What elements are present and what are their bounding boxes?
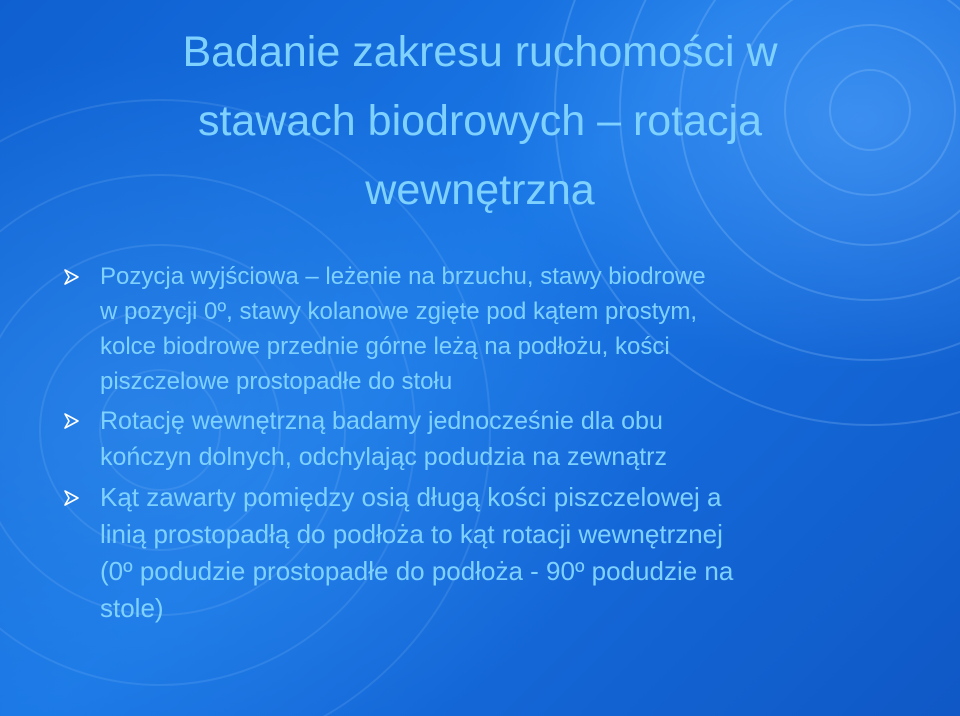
bullet-text: Rotację wewnętrzną badamy jednocześnie dla obu kończyn dolnych, odchylając podudzia na zewnątrz (100, 407, 668, 471)
list-item (62, 259, 922, 399)
arrowhead-bullet-icon (62, 268, 80, 286)
bullet-text: Pozycja wyjściowa – leżenie na brzuchu, stawy biodrowe w pozycji 0º, stawy kolanowe zgięte pod kątem prostym, kolce biodrowe przednie górne leżą na podłożu, kości piszczelowe prostopadłe do stołu (100, 263, 706, 395)
list-item (62, 479, 922, 627)
arrowhead-bullet-icon (62, 489, 80, 507)
bullet-list (62, 259, 922, 631)
slide-title: Badanie zakresu ruchomości w stawach biodrowych – rotacja wewnętrzna (182, 28, 778, 214)
arrowhead-bullet-icon (62, 412, 80, 430)
list-item (62, 403, 922, 475)
bullet-text: Kąt zawarty pomiędzy osią długą kości piszczelowej a linią prostopadłą do podłoża to kąt rotacji wewnętrznej (0º podudzie prostopadłe do podłoża - 90º podudzie na stole) (100, 482, 734, 623)
